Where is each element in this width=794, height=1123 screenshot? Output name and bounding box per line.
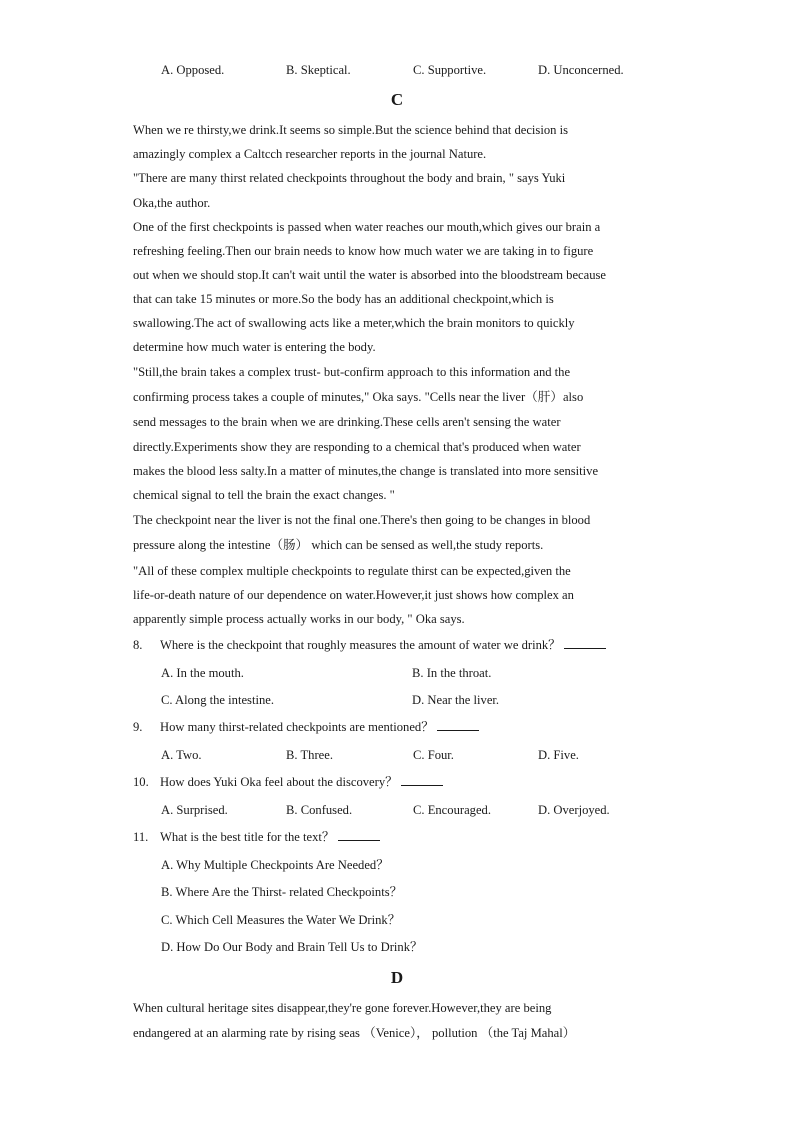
answer-blank[interactable] bbox=[401, 774, 443, 786]
section-d-heading: D bbox=[390, 968, 404, 987]
passage-line: confirming process takes a couple of minutes," Oka says. "Cells near the liver（肝）also bbox=[133, 390, 584, 404]
prev-option-d: D. Unconcerned. bbox=[538, 63, 624, 77]
option-c: C. Which Cell Measures the Water We Drink？ bbox=[161, 913, 401, 927]
passage-line: apparently simple process actually works in our body, " Oka says. bbox=[133, 612, 465, 626]
option-c: C. Along the intestine. bbox=[161, 693, 274, 707]
passage-line: chemical signal to tell the brain the exact changes. " bbox=[133, 488, 395, 502]
section-c-heading: C bbox=[390, 90, 404, 109]
passage-line: One of the first checkpoints is passed when water reaches our mouth,which gives our brain a bbox=[133, 220, 601, 234]
option-d: D. Overjoyed. bbox=[538, 803, 610, 817]
option-a: A. Two. bbox=[161, 748, 202, 762]
answer-blank[interactable] bbox=[437, 719, 479, 731]
passage-line: The checkpoint near the liver is not the final one.There's then going to be changes in blood bbox=[133, 513, 591, 527]
question-text: How many thirst-related checkpoints are mentioned？ bbox=[160, 720, 434, 734]
question-text: Where is the checkpoint that roughly measures the amount of water we drink？ bbox=[160, 638, 561, 652]
question-text: How does Yuki Oka feel about the discovery？ bbox=[160, 775, 398, 789]
question-number: 9. bbox=[133, 720, 143, 734]
passage-line: swallowing.The act of swallowing acts like a meter,which the brain monitors to quickly bbox=[133, 316, 575, 330]
answer-blank[interactable] bbox=[338, 829, 380, 841]
passage-line: that can take 15 minutes or more.So the body has an additional checkpoint,which is bbox=[133, 292, 554, 306]
question-text: What is the best title for the text？ bbox=[160, 830, 335, 844]
option-d: D. Near the liver. bbox=[412, 693, 500, 707]
prev-option-c: C. Supportive. bbox=[413, 63, 487, 77]
option-a: A. Surprised. bbox=[161, 803, 228, 817]
passage-line: life-or-death nature of our dependence on water.However,it just shows how complex an bbox=[133, 588, 574, 602]
option-d: D. How Do Our Body and Brain Tell Us to Drink？ bbox=[161, 940, 423, 954]
passage-line: Oka,the author. bbox=[133, 196, 211, 210]
question-number: 10. bbox=[133, 775, 149, 789]
passage-line: refreshing feeling.Then our brain needs to know how much water we are taking in to figure bbox=[133, 244, 594, 258]
prev-option-a: A. Opposed. bbox=[161, 63, 225, 77]
option-c: C. Encouraged. bbox=[413, 803, 491, 817]
passage-line: "All of these complex multiple checkpoints to regulate thirst can be expected,given the bbox=[133, 564, 571, 578]
option-b: B. Three. bbox=[286, 748, 333, 762]
option-a: A. In the mouth. bbox=[161, 666, 244, 680]
passage-line: pressure along the intestine（肠） which can be sensed as well,the study reports. bbox=[133, 538, 544, 552]
passage-line: When we re thirsty,we drink.It seems so simple.But the science behind that decision is bbox=[133, 123, 568, 137]
passage-line: "There are many thirst related checkpoints throughout the body and brain, " says Yuki bbox=[133, 171, 566, 185]
passage-line: determine how much water is entering the body. bbox=[133, 340, 376, 354]
passage-line: makes the blood less salty.In a matter of minutes,the change is translated into more sensitive bbox=[133, 464, 599, 478]
option-b: B. In the throat. bbox=[412, 666, 492, 680]
option-a: A. Why Multiple Checkpoints Are Needed？ bbox=[161, 858, 389, 872]
option-c: C. Four. bbox=[413, 748, 454, 762]
passage-line: amazingly complex a Caltcch researcher reports in the journal Nature. bbox=[133, 147, 487, 161]
passage-line: "Still,the brain takes a complex trust- but-confirm approach to this information and the bbox=[133, 365, 571, 379]
passage-line: endangered at an alarming rate by rising seas （Venice）， pollution （the Taj Mahal） bbox=[133, 1026, 576, 1040]
option-b: B. Confused. bbox=[286, 803, 353, 817]
passage-line: When cultural heritage sites disappear,they're gone forever.However,they are being bbox=[133, 1001, 552, 1015]
passage-line: out when we should stop.It can't wait until the water is absorbed into the bloodstream because bbox=[133, 268, 607, 282]
question-stem bbox=[133, 637, 606, 653]
answer-blank[interactable] bbox=[564, 637, 606, 649]
passage-line: send messages to the brain when we are drinking.These cells aren't sensing the water bbox=[133, 415, 561, 429]
question-stem bbox=[133, 719, 479, 735]
option-d: D. Five. bbox=[538, 748, 579, 762]
option-b: B. Where Are the Thirst- related Checkpoints？ bbox=[161, 885, 403, 899]
question-number: 8. bbox=[133, 638, 143, 652]
passage-line: directly.Experiments show they are responding to a chemical that's produced when water bbox=[133, 440, 581, 454]
question-stem bbox=[133, 829, 380, 845]
question-stem bbox=[133, 774, 443, 790]
prev-option-b: B. Skeptical. bbox=[286, 63, 351, 77]
question-number: 11. bbox=[133, 830, 149, 844]
